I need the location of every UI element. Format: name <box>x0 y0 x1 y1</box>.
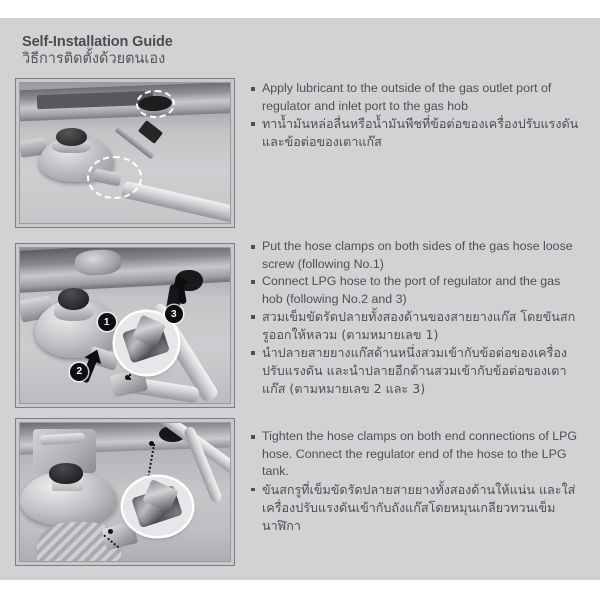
guide-page <box>0 18 600 580</box>
gas-hob-burner <box>74 248 121 275</box>
bullet-item: สวมเข็มขัดรัดปลายทั้งสองด้านของสายยางแก๊ส โดยขันสกรูออกให้หลวม (ตามหมายเลข 1) <box>251 308 581 344</box>
bullet-item: นำปลายสายยางแก๊สด้านหนึ่งสวมเข้ากับข้อต่อของเครื่องปรับแรงดัน และนำปลายอีกด้านสวมเข้ากับข้อต่อของเตาแก๊ส (ตามหมายเลข 2 และ 3) <box>251 344 581 398</box>
step-marker-1: 1 <box>98 313 116 331</box>
page-title-thai: วิธีการติดตั้งด้วยตนเอง <box>22 51 166 67</box>
step-2-bullet-list <box>251 238 581 398</box>
bullet-item: ขันสกรูที่เข็มขัดรัดปลายสายยางทั้งสองด้านให้แน่น และใส่เครื่องปรับแรงดันเข้ากับถังแก๊สโดยหมุนเกลียวทวนเข็มนาฬิกา <box>251 481 581 535</box>
bullet-item: Apply lubricant to the outside of the gas outlet port of regulator and inlet port to the gas hob <box>251 80 581 115</box>
bullet-item: Put the hose clamps on both sides of the gas hose loose screw (following No.1) <box>251 238 581 273</box>
step-2-instructions <box>251 238 581 398</box>
regulator-cap <box>56 128 88 146</box>
page-title-english: Self-Installation Guide <box>22 34 173 50</box>
page-header <box>22 34 422 68</box>
step-1-photo <box>15 78 235 228</box>
step-2-photo-frame <box>19 247 231 404</box>
bullet-item: Connect LPG hose to the port of regulator and the gas hob (following No.2 and 3) <box>251 273 581 308</box>
highlight-circle-regulator-port <box>87 156 142 199</box>
step-marker-2: 2 <box>70 363 88 381</box>
regulator-cap <box>58 288 90 310</box>
hose-clamp-magnifier-inset <box>123 477 192 536</box>
step-marker-3: 3 <box>165 305 183 323</box>
step-3-photo <box>15 418 235 566</box>
regulator-cap <box>49 463 83 484</box>
step-1-instructions <box>251 80 581 151</box>
bullet-item: ทาน้ำมันหล่อลื่นหรือน้ำมันพืชที่ข้อต่อของเครื่องปรับแรงดันและข้อต่อของเตาแก๊ส <box>251 115 581 151</box>
highlight-circle-hob-port <box>136 90 176 118</box>
step-2-photo <box>15 243 235 408</box>
step-1-photo-frame <box>19 82 231 224</box>
step-3-photo-frame <box>19 422 231 562</box>
step-1-bullet-list <box>251 80 581 151</box>
step-3-instructions <box>251 428 581 535</box>
bullet-item: Tighten the hose clamps on both end connections of LPG hose. Connect the regulator end of the hose to the LPG tank. <box>251 428 581 481</box>
step-3-bullet-list <box>251 428 581 535</box>
